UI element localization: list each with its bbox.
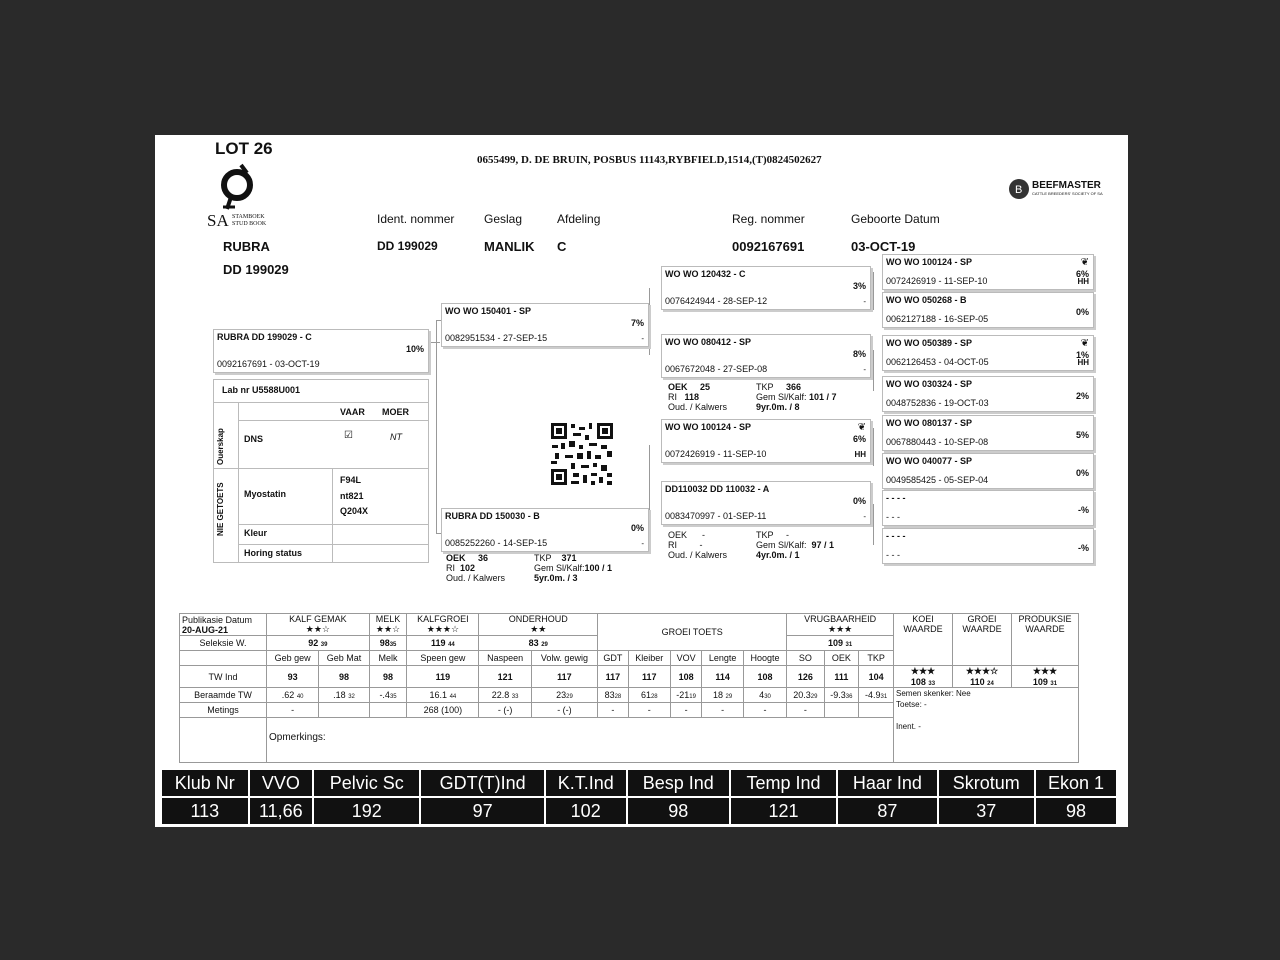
summary-value: 113 [161,797,249,825]
lab-test-box: Lab nr U5588U001 VAAR MOER Ouerskap DNS ☑ NT NIE GETOETS Myostatin F94L nt821 Q204X Kleur Horing status [213,379,429,563]
group-groei-toets: GROEI TOETS [598,614,787,651]
lot-number: LOT 26 [215,139,273,158]
summary-header: VVO [249,769,314,797]
studbook-emblem-icon [217,163,259,213]
group-vrugbaarheid: VRUGBAARHEID ★★★ [787,614,894,636]
grandparent-stats-right: TKP 366 Gem Sl/Kalf: 101 / 7 9yr.0m. / 8 [756,382,837,412]
grandparent-stats-right: TKP - Gem Sl/Kalf: 97 / 1 4yr.0m. / 1 [756,530,835,560]
summary-header: Ekon 1 [1035,769,1117,797]
performance-table: Publikasie Datum 20-AUG-21 KALF GEMAK ★★☆ MELK ★★☆ KALFGROEI ★★★☆ ONDERHOUD ★★ GROEI TOETS VRUGBAARHEID ★★★ KOEI WAARDE GROEI WAARDE PRODUKSIE WAARDE Seleksie W. 92 39 9835 119 44 83 29 109 31 Geb gew Geb Mat Melk Speen gew Naspeen Volw. gewig GDT Kleiber VOV Lengte Hoogte SO OEK TKP TW Ind 93 98 98 119 121 117 117 117 108 114 108 126 111 104 ★★★ 108 33 ★★★☆ 110 24 ★★★ 109 31 Beraamde TW .62 40 .18 32 -.435 16.1 44 22.8 33 2329 8328 6128 -2119 18 29 430 20.329 -9.336 -4.931 Semen skenker: Nee Toetse: - Inent. - Metings - 268 (100) - (-) - (-) - - - - - - Opmerkings: [179,613,1079,763]
great-grandparent-box: WO WO 050389 - SP 1% HH 0062126453 - 04-OCT-05 ❦ [882,335,1094,371]
pedigree-line [873,350,874,391]
award-icon: ❦ [1080,338,1089,349]
geslag-value: MANLIK [484,239,535,254]
checkbox-icon: ☑ [344,430,353,441]
grandparent-box: DD110032 DD 110032 - A 0% - 0083470997 - 01-SEP-11 [661,481,871,525]
summary-header: Haar Ind [837,769,937,797]
reg-header: Reg. nommer [732,212,805,226]
summary-value: 192 [313,797,420,825]
animal-id: DD 199029 [223,262,289,277]
pedigree-line [649,445,650,512]
summary-value: 37 [938,797,1035,825]
summary-header: K.T.Ind [545,769,627,797]
great-grandparent-box: WO WO 040077 - SP 0% 0049585425 - 05-SEP-04 [882,453,1094,489]
summary-header: Skrotum [938,769,1035,797]
beefmaster-logo: B BEEFMASTER CATTLE BREEDERS' SOCIETY OF SA [1008,178,1030,205]
group-onderhoud: ONDERHOUD ★★ [479,614,598,636]
produksie-waarde: PRODUKSIE WAARDE [1012,614,1079,666]
summary-value: 87 [837,797,937,825]
afdeling-value: C [557,239,567,254]
sire-box: WO WO 150401 - SP 7% - 0082951534 - 27-SEP-15 [441,303,649,347]
ident-header: Ident. nommer [377,212,455,226]
pedigree-line [873,504,874,545]
great-grandparent-box: WO WO 030324 - SP 2% 0048752836 - 19-OCT-03 [882,376,1094,412]
reg-value: 0092167691 [732,239,805,254]
koei-waarde: KOEI WAARDE [894,614,953,666]
ident-value: DD 199029 [377,239,438,253]
great-grandparent-box: - - - - -% - - - [882,528,1094,564]
geslag-header: Geslag [484,212,523,226]
dam-stats-right: TKP 371 Gem Sl/Kalf:100 / 1 5yr.0m. / 3 [534,553,613,583]
summary-header: Pelvic Sc [313,769,420,797]
summary-bar [160,768,1118,826]
pedigree-line [428,342,440,343]
lab-number: Lab nr U5588U001 [222,385,301,395]
summary-header: Klub Nr [161,769,249,797]
summary-value: 121 [730,797,837,825]
summary-value: 98 [627,797,730,825]
beefmaster-b-icon [1008,178,1030,200]
qr-code [549,421,615,487]
groei-waarde: GROEI WAARDE [953,614,1012,666]
stud-certificate [155,135,1128,827]
opmerkings: Opmerkings: [267,718,894,763]
dam-box: RUBRA DD 150030 - B 0% - 0085252260 - 14-SEP-15 [441,508,649,552]
grandparent-box: WO WO 080412 - SP 8% - 0067672048 - 27-SEP-08 [661,334,871,378]
dam-stats: OEK 36 RI 102 Oud. / Kalwers [446,553,506,583]
geboorte-value: 03-OCT-19 [851,239,916,254]
group-melk: MELK ★★☆ [369,614,407,636]
award-icon: ❦ [1080,257,1089,268]
summary-header: GDT(T)Ind [420,769,544,797]
great-grandparent-box: WO WO 080137 - SP 5% 0067880443 - 10-SEP-08 [882,415,1094,451]
animal-name: RUBRA [223,239,270,254]
summary-header: Besp Ind [627,769,730,797]
pedigree-line [649,288,650,355]
group-kalfgroei: KALFGROEI ★★★☆ [407,614,479,636]
summary-value: 98 [1035,797,1117,825]
summary-header: Temp Ind [730,769,837,797]
great-grandparent-box: WO WO 100124 - SP 6% HH 0072426919 - 11-SEP-10 ❦ [882,254,1094,290]
subject-animal-box: RUBRA DD 199029 - C 10% 0092167691 - 03-OCT-19 [213,329,429,373]
grandparent-box: WO WO 100124 - SP 6% HH 0072426919 - 11-SEP-10 ❦ [661,419,871,463]
breeder-info: 0655499, D. DE BRUIN, POSBUS 11143,RYBFIELD,1514,(T)0824502627 [477,154,822,166]
grandparent-stats: OEK - RI - Oud. / Kalwers [668,530,728,560]
grandparent-box: WO WO 120432 - C 3% - 0076424944 - 28-SEP-12 [661,266,871,310]
great-grandparent-box: WO WO 050268 - B 0% 0062127188 - 16-SEP-05 [882,292,1094,328]
group-kalf-gemak: KALF GEMAK ★★☆ [267,614,370,636]
summary-value: 102 [545,797,627,825]
grandparent-stats: OEK 25 RI 118 Oud. / Kalwers [668,382,728,412]
pedigree-line [873,272,874,310]
summary-value: 97 [420,797,544,825]
pedigree-line [873,428,874,466]
svg-text:B: B [1015,184,1023,196]
studbook-text: STAMBOEK STUD BOOK [232,214,267,227]
afdeling-header: Afdeling [557,212,601,226]
great-grandparent-box: - - - - -% - - - [882,490,1094,526]
publication-date: Publikasie Datum 20-AUG-21 [180,614,267,636]
pedigree-line [436,320,437,533]
geboorte-header: Geboorte Datum [851,212,940,226]
award-icon: ❦ [857,422,866,433]
sa-text: SA [207,211,229,230]
summary-value: 11,66 [249,797,314,825]
